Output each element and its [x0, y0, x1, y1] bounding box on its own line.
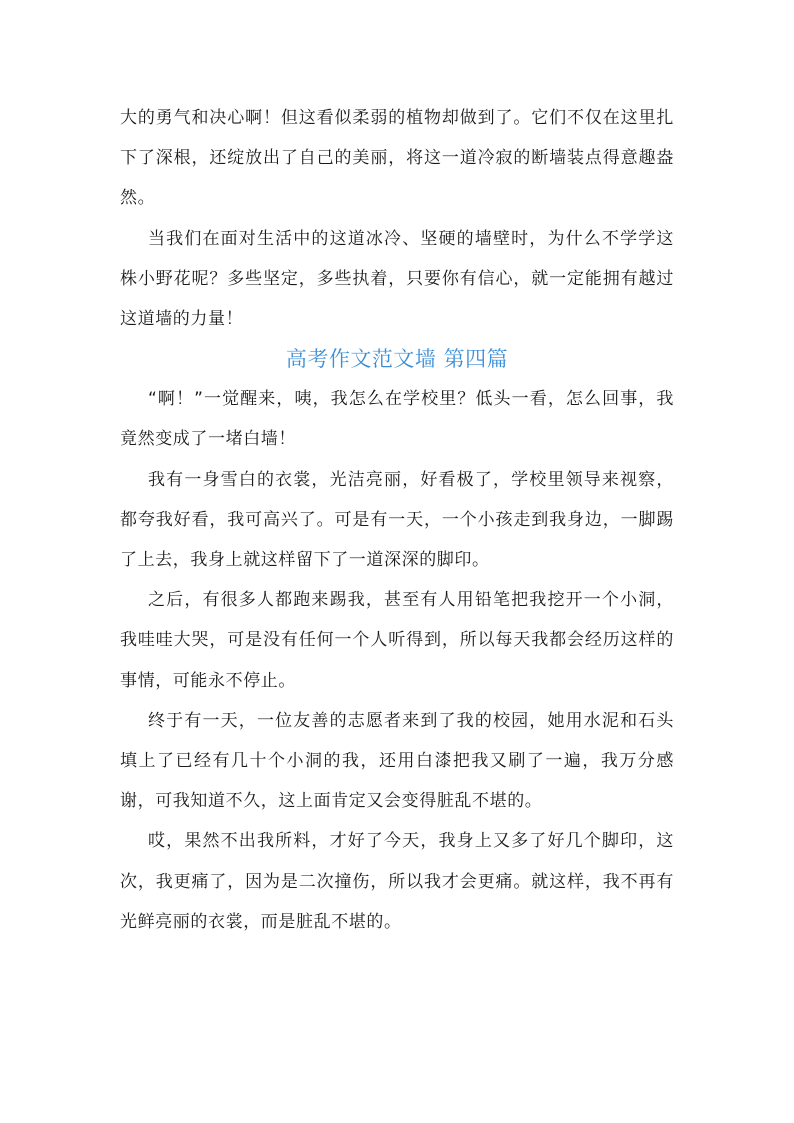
paragraph-continuation: 大的勇气和决心啊！但这看似柔弱的植物却做到了。它们不仅在这里扎下了深根，还绽放出了自己的美丽，将这一道冷寂的断墙装点得意趣盎然。 — [120, 108, 674, 209]
paragraph-conclusion: 当我们在面对生活中的这道冰冷、坚硬的墙壁时，为什么不学学这株小野花呢？多些坚定，多些执着，只要你有信心，就一定能拥有越过这道墙的力量！ — [120, 228, 674, 330]
paragraph: 终于有一天，一位友善的志愿者来到了我的校园，她用水泥和石头填上了已经有几十个小洞的我，还用白漆把我又刷了一遍，我万分感谢，可我知道不久，这上面肯定又会变得脏乱不堪的。 — [120, 710, 674, 812]
paragraph: 我有一身雪白的衣裳，光洁亮丽，好看极了，学校里领导来视察，都夸我好看，我可高兴了。可是有一天，一个小孩走到我身边，一脚踢了上去，我身上就这样留下了一道深深的脚印。 — [120, 469, 674, 571]
paragraph: 之后，有很多人都跑来踢我，甚至有人用铅笔把我挖开一个小洞，我哇哇大哭，可是没有任何一个人听得到，所以每天我都会经历这样的事情，可能永不停止。 — [120, 590, 674, 691]
paragraph: 哎，果然不出我所料，才好了今天，我身上又多了好几个脚印，这次，我更痛了，因为是二次撞伤，所以我才会更痛。就这样，我不再有光鲜亮丽的衣裳，而是脏乱不堪的。 — [120, 831, 674, 932]
section-heading: 高考作文范文墙 第四篇 — [285, 347, 509, 372]
paragraph: “啊！”一觉醒来，咦，我怎么在学校里？低头一看，怎么回事，我竟然变成了一堵白墙！ — [120, 389, 674, 450]
document-page — [120, 98, 674, 942]
